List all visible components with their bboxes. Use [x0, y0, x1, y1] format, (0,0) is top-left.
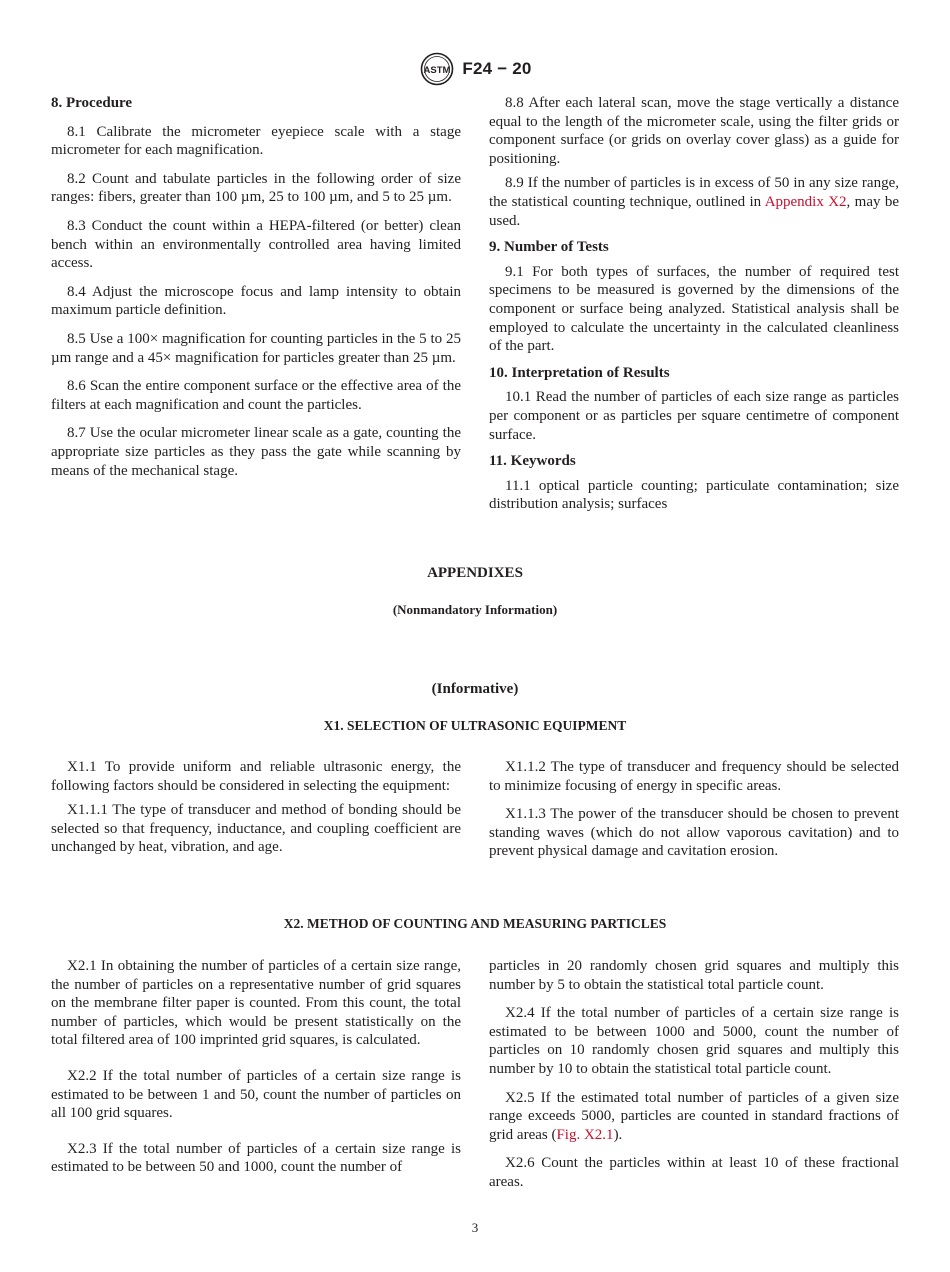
- svg-text:ASTM: ASTM: [423, 65, 451, 76]
- left-column-upper: [51, 94, 461, 480]
- para-x1-1-1: X1.1.1 The type of transducer and method of bonding should be selected so that frequency, inductance, and coupling coefficient are unchanged by heat, vibration, and age.: [51, 802, 461, 856]
- section-9-heading: 9. Number of Tests: [489, 239, 609, 256]
- x1-heading: X1. SELECTION OF ULTRASONIC EQUIPMENT: [323, 718, 627, 733]
- para-x1-1-3: X1.1.3 The power of the transducer should be chosen to prevent standing waves (which do not allow vaporous cavitation) and to prevent physical damage and cavitation erosion.: [489, 806, 899, 860]
- para-8-4: 8.4 Adjust the microscope focus and lamp intensity to obtain maximum particle definition.: [51, 283, 461, 319]
- para-x2-1: X2.1 In obtaining the number of particles of a certain size range, the number of particles on a representative number of grid squares on the membrane filter paper is counted. From this count, the total number of particles, which would be present statistically on the total filtered area of 100 imprinted grid squares, is calculated.: [51, 958, 461, 1049]
- para-8-6: 8.6 Scan the entire component surface or the effective area of the filters at each magnification and count the particles.: [51, 378, 461, 413]
- astm-logo-icon: [418, 52, 456, 86]
- para-x1-1: X1.1 To provide uniform and reliable ultrasonic energy, the following factors should be considered in selecting the equipment:: [51, 759, 461, 794]
- para-8-5: 8.5 Use a 100× magnification for counting particles in the 5 to 25 µm range and a 45× magnification for particles greater than 25 µm.: [51, 330, 461, 366]
- para-8-3: 8.3 Conduct the count within a HEPA-filtered (or better) clean bench within an environmentally controlled area having limited access.: [51, 217, 461, 272]
- page-header: [0, 52, 950, 86]
- para-9-1: 9.1 For both types of surfaces, the number of required test specimens to be measured is governed by the dimensions of the component or surface being analyzed. Statistical analysis shall be employed to calculate the uncertainty in the calculated cleanliness of the part.: [489, 263, 899, 355]
- page-number: 3: [471, 1220, 479, 1235]
- x2-3-continuation-text: particles in 20 randomly chosen grid squares and multiply this number by 5 to obtain the statistical total particle count.: [489, 958, 899, 993]
- x1-left-column: [51, 758, 461, 857]
- para-x2-6: X2.6 Count the particles within at least 10 of these fractional areas.: [489, 1155, 899, 1190]
- para-8-7: 8.7 Use the ocular micrometer linear scale as a gate, counting the appropriate size particles as they pass the gate while scanning by means of the mechanical stage.: [51, 425, 461, 479]
- fig-x2-1-link[interactable]: Fig. X2.1: [556, 1126, 614, 1143]
- para-x2-3-continued: [489, 957, 899, 994]
- document-id: F24 − 20: [462, 59, 532, 78]
- para-x2-2: X2.2 If the total number of particles of a certain size range is estimated to be between 1 and 50, count the number of particles on all 100 grid squares.: [51, 1067, 461, 1122]
- section-8-heading: 8. Procedure: [51, 95, 133, 111]
- x2-heading: X2. METHOD OF COUNTING AND MEASURING PARTICLES: [283, 916, 667, 931]
- x2-left-column: [51, 957, 461, 1177]
- appendix-x2-link[interactable]: Appendix X2: [764, 193, 847, 210]
- appendixes-title: APPENDIXES: [427, 565, 523, 581]
- para-8-1: 8.1 Calibrate the micrometer eyepiece scale with a stage micrometer for each magnification.: [51, 123, 461, 159]
- para-8-9: 8.9 If the number of particles is in excess of 50 in any size range, the statistical counting technique, outlined in Appendix X2, may be used.: [489, 175, 899, 229]
- section-11-heading: 11. Keywords: [489, 453, 576, 470]
- para-11-1: 11.1 optical particle counting; particulate contamination; size distribution analysis; surfaces: [489, 477, 899, 513]
- para-8-8: 8.8 After each lateral scan, move the stage vertically a distance equal to the length of the micrometer scale, using the filter grids or component surface (or grids on overlay cover glass) as a guide for positioning.: [489, 95, 899, 167]
- para-x2-4: X2.4 If the total number of particles of a certain size range is estimated to be between 1000 and 5000, count the number of particles on 10 randomly chosen grid squares and multiply this number by 10 to obtain the statistical total particle count.: [489, 1005, 899, 1077]
- para-x2-3: X2.3 If the total number of particles of a certain size range is estimated to be between 50 and 1000, count the number of: [51, 1140, 461, 1176]
- para-8-2: 8.2 Count and tabulate particles in the following order of size ranges: fibers, greater than 100 µm, 25 to 100 µm, and 5 to 25 µm.: [51, 170, 461, 206]
- para-10-1: 10.1 Read the number of particles of each size range as particles per component or as particles per square centimetre of component surface.: [489, 389, 899, 443]
- para-x2-5: X2.5 If the estimated total number of particles of a given size range exceeds 5000, particles are counted in standard fractions of grid areas (Fig. X2.1).: [489, 1089, 899, 1143]
- informative-label: (Informative): [431, 681, 519, 697]
- x2-right-column: [489, 957, 899, 1192]
- x1-right-column: [489, 758, 899, 861]
- right-column-upper: [489, 94, 899, 514]
- appendixes-subtitle: (Nonmandatory Information): [392, 602, 558, 617]
- section-10-heading: 10. Interpretation of Results: [489, 364, 670, 381]
- para-x1-1-2: X1.1.2 The type of transducer and frequency should be selected to minimize focusing of energy in specific areas.: [489, 759, 899, 794]
